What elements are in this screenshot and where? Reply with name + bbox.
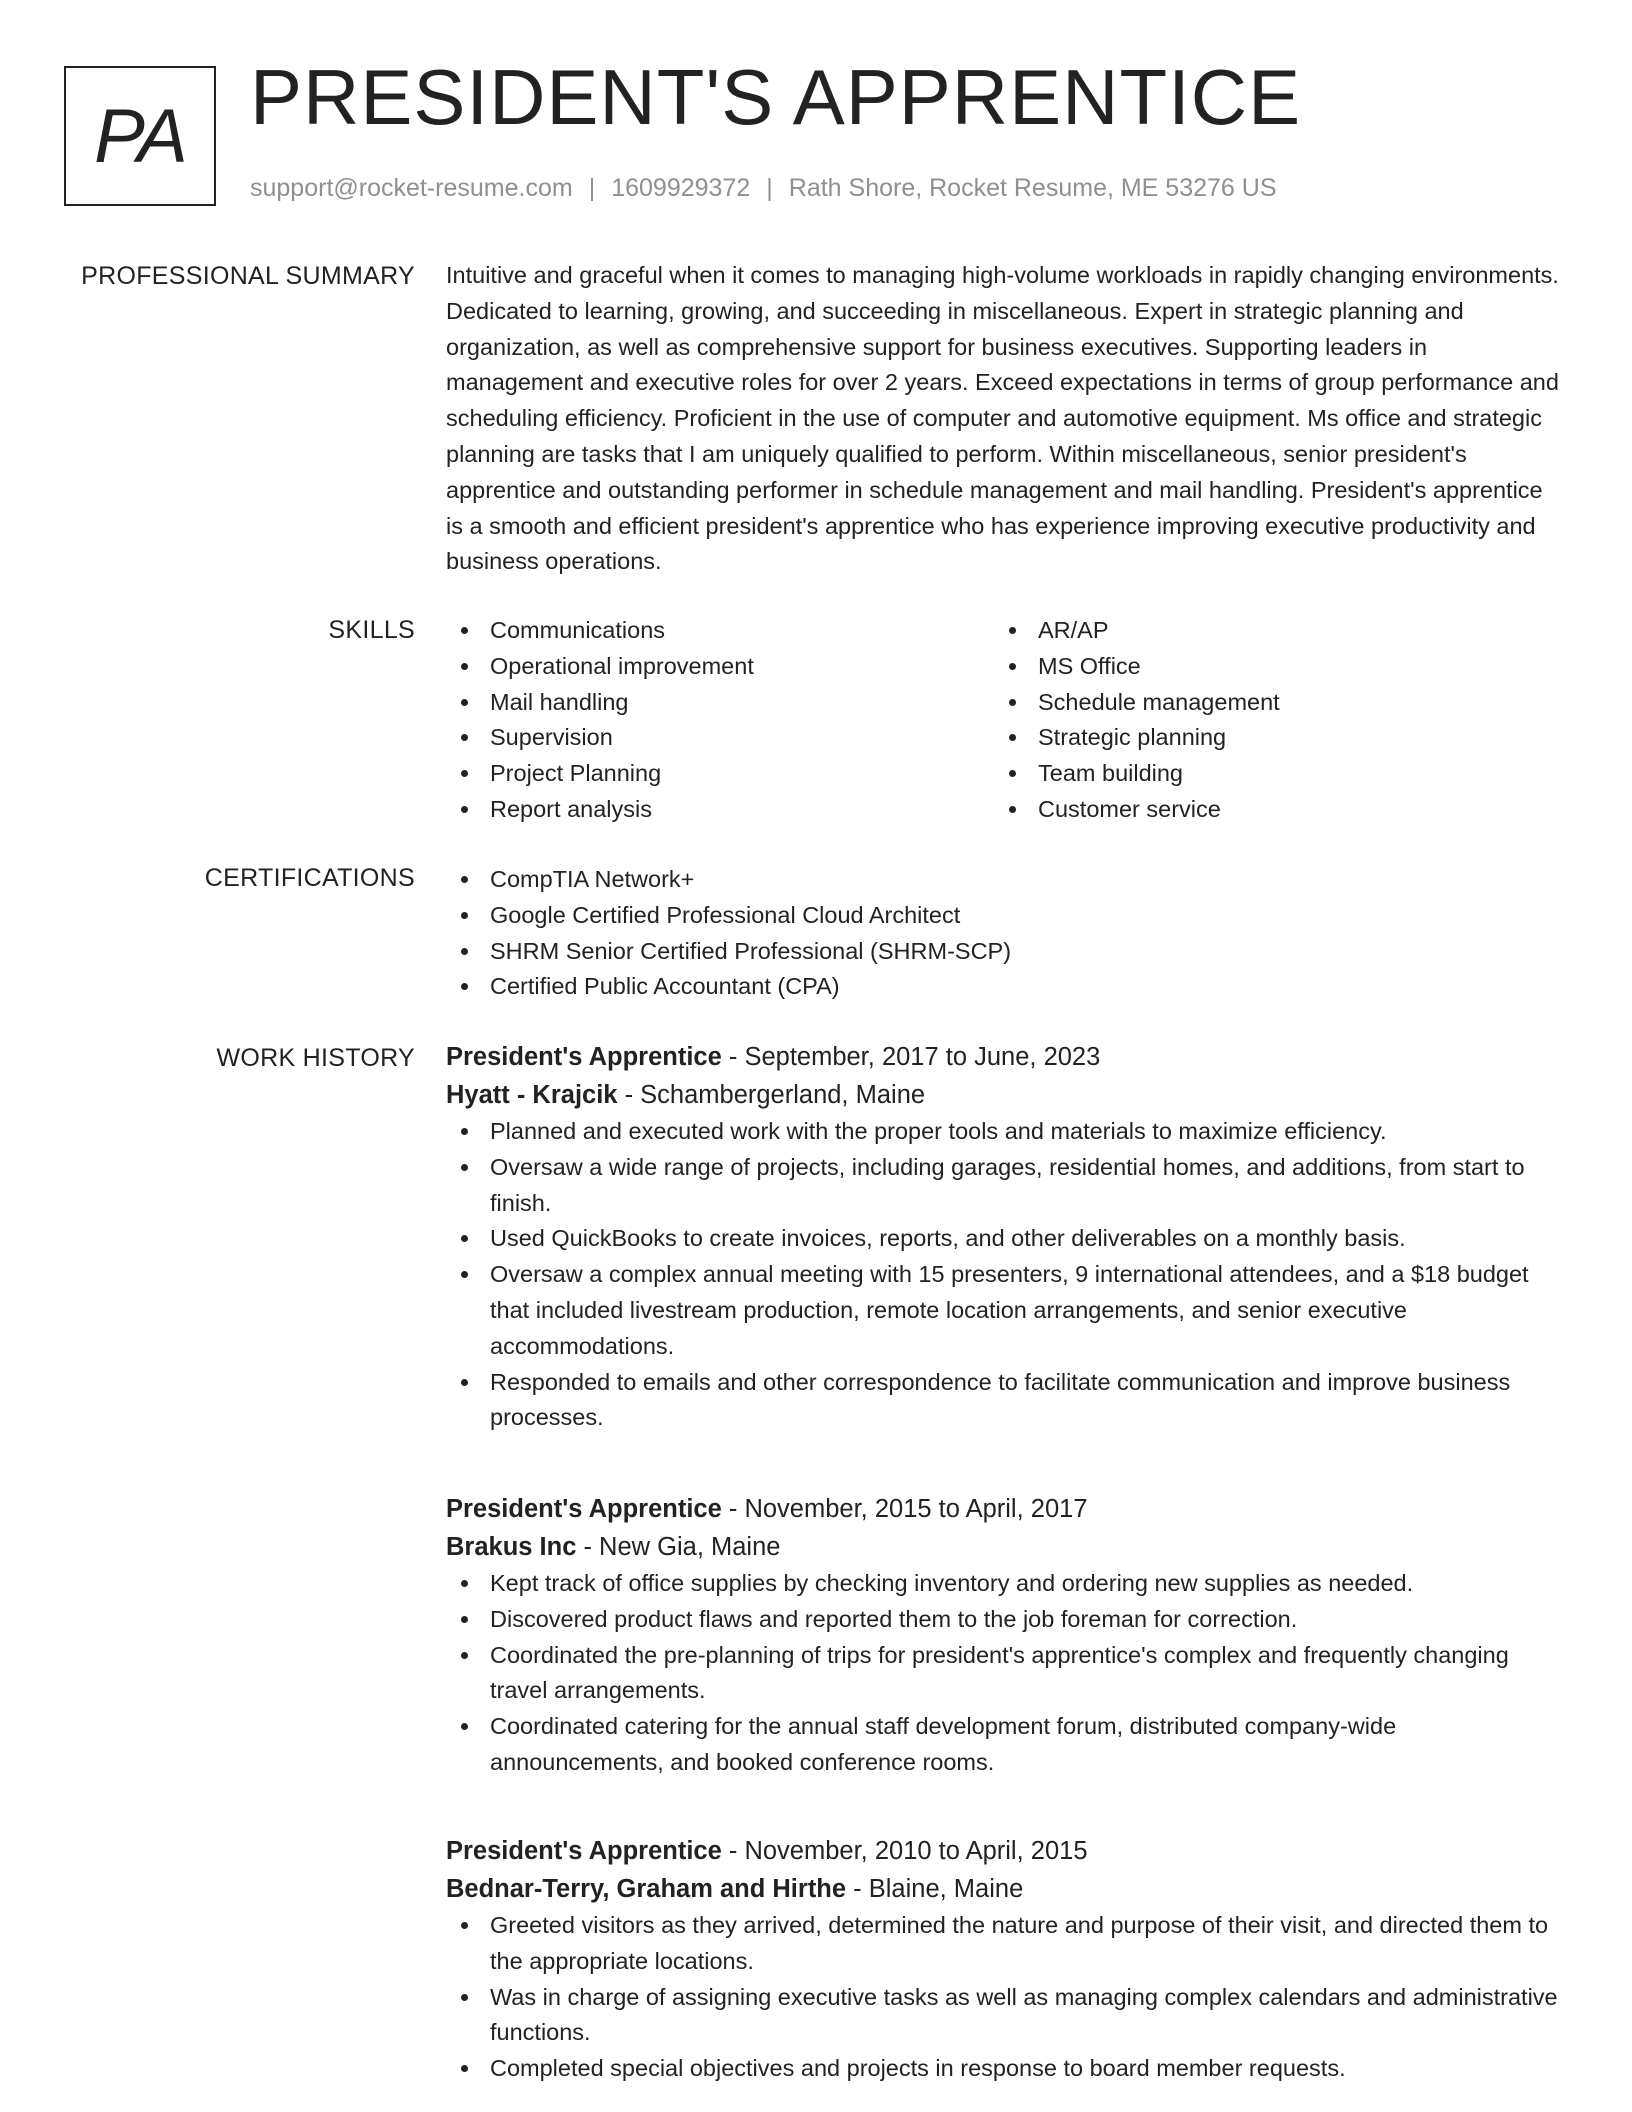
job-location: - Blaine, Maine <box>846 1875 1024 1903</box>
contact-address: Rath Shore, Rocket Resume, ME 53276 US <box>788 174 1277 202</box>
job-title: President's Apprentice <box>446 1837 722 1865</box>
job-title-line <box>446 1038 1562 1076</box>
skill-item: Mail handling <box>446 685 994 721</box>
skill-item: Schedule management <box>994 685 1542 721</box>
skill-item: Team building <box>994 756 1542 792</box>
skills-list-left <box>446 613 994 828</box>
job-title-line <box>446 1490 1562 1528</box>
skills-section <box>446 613 1562 828</box>
job-bullet: Discovered product flaws and reported them to the job foreman for correction. <box>446 1602 1562 1638</box>
job-company: Bednar-Terry, Graham and Hirthe <box>446 1875 847 1903</box>
job-company: Brakus Inc <box>446 1533 577 1561</box>
contact-email[interactable]: support@rocket-resume.com <box>250 174 573 202</box>
certification-item: Certified Public Accountant (CPA) <box>446 969 1562 1005</box>
summary-text: Intuitive and graceful when it comes to managing high-volume workloads in rapidly changing environments. Dedicated to learning, growing, and succeeding in miscellaneous. Expert in strategic planning and organization, as well as comprehensive support for business executives. Supporting leaders in management and executive roles for over 2 years. Exceed expectations in terms of group performance and scheduling efficiency. Proficient in the use of computer and automotive equipment. Ms office and strategic planning are tasks that I am uniquely qualified to perform. Within miscellaneous, senior president's apprentice and outstanding performer in schedule management and mail handling. President's apprentice is a smooth and efficient president's apprentice who has experience improving executive productivity and business operations. <box>446 262 1559 575</box>
monogram-logo <box>64 66 216 206</box>
job-bullet: Was in charge of assigning executive tasks as well as managing complex calendars and administrative functions. <box>446 1980 1562 2052</box>
job-bullet: Oversaw a complex annual meeting with 15 presenters, 9 international attendees, and a $18 budget that included livestream production, remote location arrangements, and senior executive accommodations. <box>446 1257 1562 1364</box>
job-title-line <box>446 1832 1562 1870</box>
job-bullet: Kept track of office supplies by checking inventory and ordering new supplies as needed. <box>446 1566 1562 1602</box>
job-title: President's Apprentice <box>446 1043 722 1071</box>
skill-item: Communications <box>446 613 994 649</box>
skill-item: MS Office <box>994 649 1542 685</box>
skill-item: AR/AP <box>994 613 1542 649</box>
section-label-skills: SKILLS <box>328 616 415 644</box>
skill-item: Project Planning <box>446 756 994 792</box>
contact-separator: | <box>766 174 773 202</box>
summary-section <box>446 258 1562 580</box>
section-label-summary: PROFESSIONAL SUMMARY <box>81 262 415 290</box>
job-entry <box>446 1038 1562 1436</box>
job-bullets <box>446 1908 1562 2087</box>
section-label-work-history: WORK HISTORY <box>216 1044 415 1072</box>
section-label-certifications: CERTIFICATIONS <box>204 864 415 892</box>
job-bullet: Coordinated catering for the annual staff development forum, distributed company-wide announcements, and booked conference rooms. <box>446 1709 1562 1781</box>
certification-item: SHRM Senior Certified Professional (SHRM-SCP) <box>446 934 1562 970</box>
job-bullets <box>446 1566 1562 1781</box>
job-company-line <box>446 1870 1562 1908</box>
candidate-name: PRESIDENT'S APPRENTICE <box>250 53 1302 141</box>
certification-item: Google Certified Professional Cloud Architect <box>446 898 1562 934</box>
job-bullet: Used QuickBooks to create invoices, reports, and other deliverables on a monthly basis. <box>446 1221 1562 1257</box>
contact-line <box>250 176 1277 201</box>
job-bullets <box>446 1114 1562 1436</box>
contact-separator: | <box>588 174 596 202</box>
certifications-section <box>446 862 1562 1005</box>
job-company-line <box>446 1528 1562 1566</box>
certifications-list <box>446 862 1562 1005</box>
skill-item: Strategic planning <box>994 720 1542 756</box>
job-location: - New Gia, Maine <box>576 1533 781 1561</box>
job-bullet: Oversaw a wide range of projects, including garages, residential homes, and additions, from start to finish. <box>446 1150 1562 1222</box>
job-bullet: Completed special objectives and projects in response to board member requests. <box>446 2051 1562 2087</box>
job-company-line <box>446 1076 1562 1114</box>
job-bullet: Coordinated the pre-planning of trips for president's apprentice's complex and frequently changing travel arrangements. <box>446 1638 1562 1710</box>
contact-phone[interactable]: 1609929372 <box>611 174 751 202</box>
job-entry <box>446 1832 1562 2087</box>
job-company: Hyatt - Krajcik <box>446 1081 618 1109</box>
job-title: President's Apprentice <box>446 1495 722 1523</box>
job-bullet: Responded to emails and other correspondence to facilitate communication and improve business processes. <box>446 1365 1562 1437</box>
job-dates: - November, 2010 to April, 2015 <box>721 1837 1088 1865</box>
job-entry <box>446 1490 1562 1781</box>
skill-item: Customer service <box>994 792 1542 828</box>
job-bullet: Greeted visitors as they arrived, determined the nature and purpose of their visit, and directed them to the appropriate locations. <box>446 1908 1562 1980</box>
certification-item: CompTIA Network+ <box>446 862 1562 898</box>
skill-item: Report analysis <box>446 792 994 828</box>
job-dates: - September, 2017 to June, 2023 <box>721 1043 1101 1071</box>
job-location: - Schambergerland, Maine <box>617 1081 926 1109</box>
monogram-initials: PA <box>94 93 186 179</box>
skill-item: Supervision <box>446 720 994 756</box>
skills-list-right <box>994 613 1542 828</box>
job-bullet: Planned and executed work with the proper tools and materials to maximize efficiency. <box>446 1114 1562 1150</box>
skill-item: Operational improvement <box>446 649 994 685</box>
job-dates: - November, 2015 to April, 2017 <box>721 1495 1088 1523</box>
